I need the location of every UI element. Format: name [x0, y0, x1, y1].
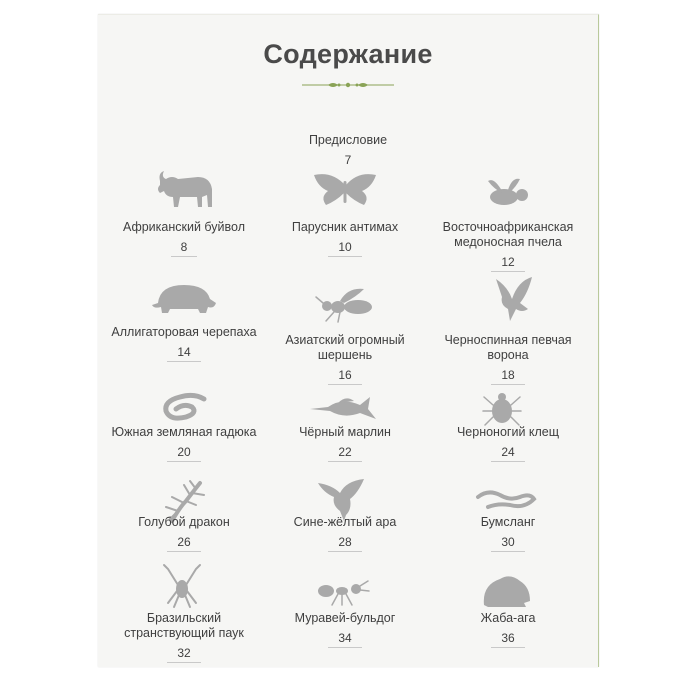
entry-page-number: 8 — [171, 240, 198, 257]
entry-label: Черноногий клещ — [456, 425, 560, 439]
turtle-icon — [148, 277, 220, 319]
entry-label: Жаба-ага — [480, 611, 536, 625]
toc-entry[interactable] — [265, 425, 425, 462]
entry-label: Муравей-бульдог — [294, 611, 396, 625]
ornament-divider — [298, 79, 398, 91]
toad-icon — [480, 571, 534, 609]
toc-entry[interactable] — [428, 333, 588, 385]
entry-label: Южная земляная гадюка — [111, 425, 257, 439]
entry-page-number: 12 — [491, 255, 524, 272]
entry-page-number: 34 — [328, 631, 361, 648]
entry-label: Парусник антимах — [291, 220, 399, 234]
entry-label: Сине-жёлтый ара — [293, 515, 397, 529]
toc-entry[interactable] — [104, 220, 264, 257]
entry-label: Чёрный марлин — [299, 425, 391, 439]
toc-entry[interactable] — [265, 515, 425, 552]
marlin-icon — [308, 393, 380, 425]
toc-entry[interactable] — [265, 611, 425, 648]
bird-icon — [488, 273, 538, 325]
bee-icon — [484, 175, 534, 211]
toc-entry[interactable] — [104, 425, 264, 462]
entry-page-number: 36 — [491, 631, 524, 648]
entry-label: Бразильский странствующий паук — [124, 611, 244, 640]
spider-icon — [160, 563, 204, 609]
boomslang-icon — [474, 485, 538, 515]
entry-page-number: 10 — [328, 240, 361, 257]
hornet-icon — [312, 285, 376, 325]
contents-page — [98, 14, 599, 667]
butterfly-icon — [310, 171, 380, 213]
entry-page-number: 30 — [491, 535, 524, 552]
toc-entry[interactable] — [104, 325, 264, 362]
entry-label: Африканский буйвол — [122, 220, 246, 234]
preface-page-number: 7 — [344, 153, 352, 167]
buffalo-icon — [152, 167, 216, 213]
entry-label: Восточноафриканская медоносная пчела — [442, 220, 574, 249]
toc-entry[interactable] — [428, 425, 588, 462]
entry-page-number: 28 — [328, 535, 361, 552]
entry-page-number: 14 — [167, 345, 200, 362]
toc-entry[interactable] — [104, 611, 264, 663]
entry-label: Голубой дракон — [138, 515, 230, 529]
ant-icon — [316, 577, 372, 607]
toc-entry[interactable] — [428, 515, 588, 552]
entry-page-number: 24 — [491, 445, 524, 462]
entry-page-number: 18 — [491, 368, 524, 385]
entry-page-number: 26 — [167, 535, 200, 552]
preface-label: Предисловие — [308, 133, 388, 147]
entry-page-number: 20 — [167, 445, 200, 462]
toc-entry[interactable] — [428, 220, 588, 272]
entry-label: Аллигаторовая черепаха — [111, 325, 257, 339]
toc-entry[interactable] — [265, 333, 425, 385]
toc-entry[interactable] — [428, 611, 588, 648]
entry-label: Азиатский огромный шершень — [285, 333, 405, 362]
entry-page-number: 32 — [167, 646, 200, 663]
toc-entry[interactable] — [265, 220, 425, 257]
toc-entry[interactable] — [104, 515, 264, 552]
entry-label: Черноспинная певчая ворона — [444, 333, 572, 362]
page-title: Содержание — [263, 39, 433, 69]
entry-label: Бумсланг — [480, 515, 536, 529]
snake-icon — [154, 389, 214, 425]
entry-page-number: 16 — [328, 368, 361, 385]
entry-page-number: 22 — [328, 445, 361, 462]
toc-preface[interactable] — [98, 133, 598, 169]
